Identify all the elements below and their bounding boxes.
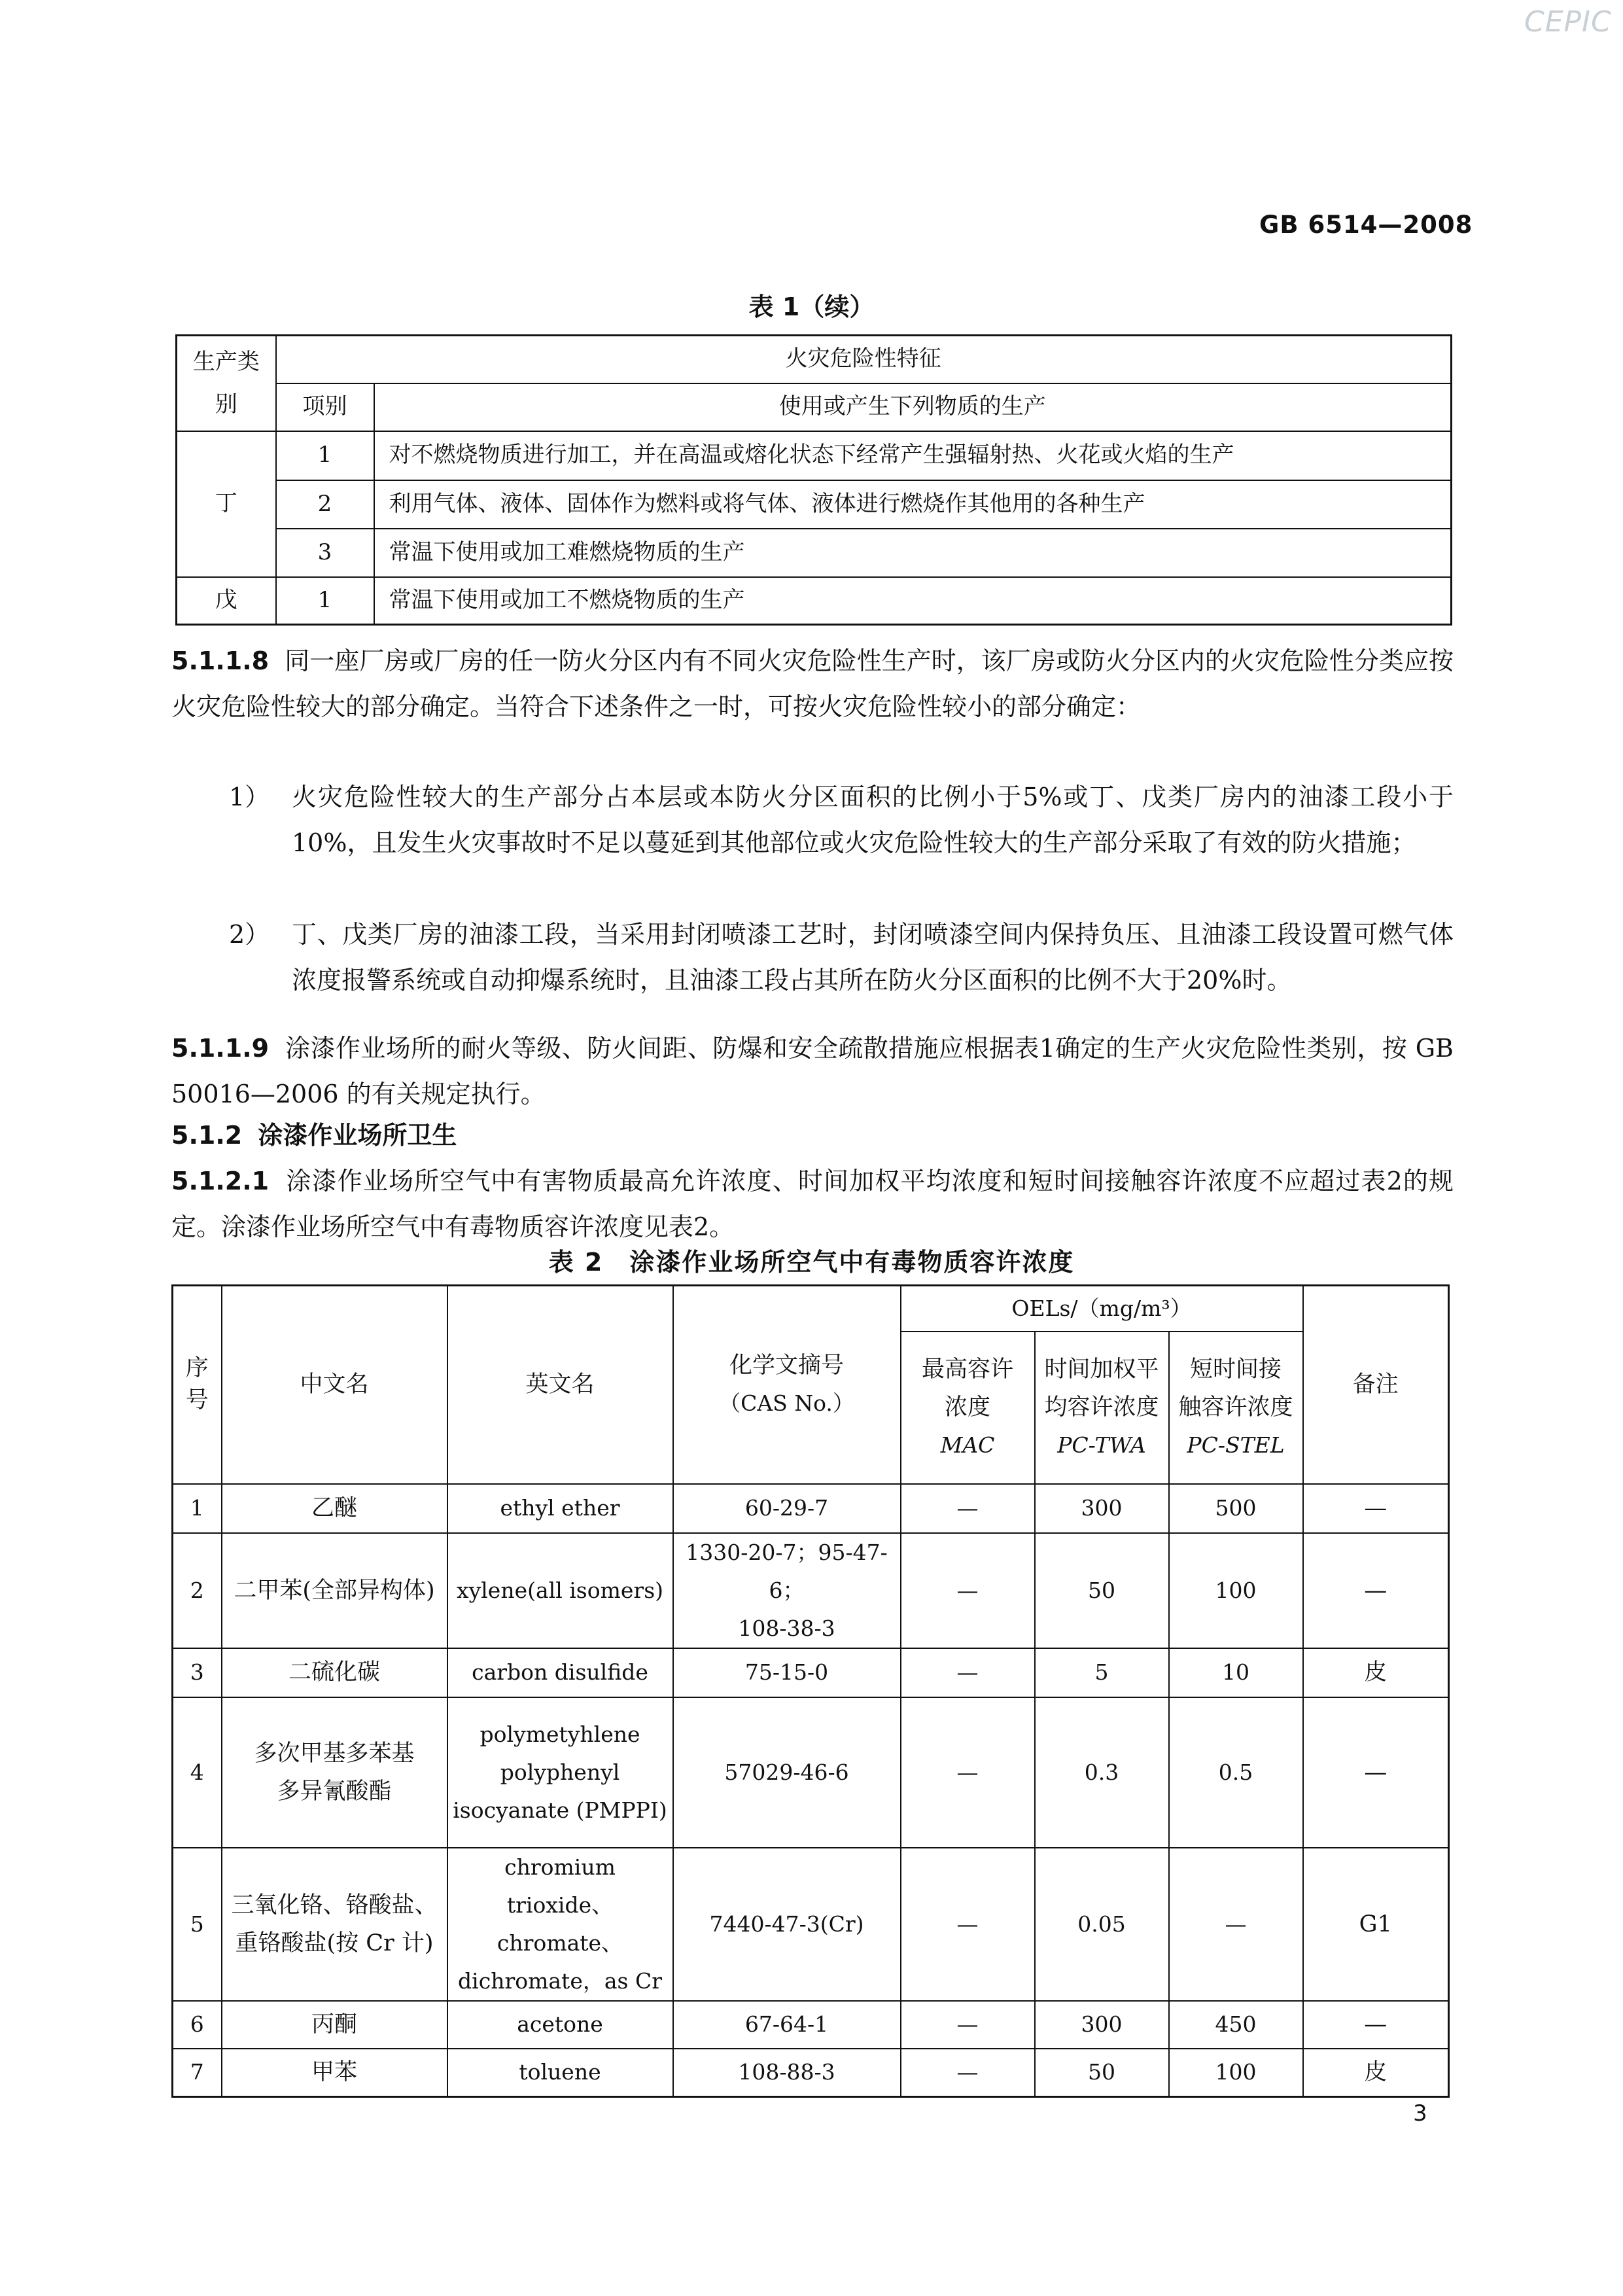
table-row (173, 1848, 1449, 2001)
table2-cell-cn (222, 2049, 447, 2097)
cell-line: chromium trioxide、 (504, 1854, 616, 1918)
list-item-text: 丁、戊类厂房的油漆工段，当采用封闭喷漆工艺时，封闭喷漆空间内保持负压、且油漆工段设置可燃气体浓度报警系统或自动抑爆系统时，且油漆工段占其所在防火分区面积的比例不大于20%时。 (292, 920, 1454, 995)
table2-cell-no: 4 (173, 1697, 222, 1848)
standard-number: GB 6514—2008 (1259, 211, 1473, 239)
table2-head-cas (673, 1286, 901, 1484)
head-line: 时间加权平 (1044, 1356, 1159, 1383)
table1-head-desc: 使用或产生下列物质的生产 (374, 383, 1452, 431)
table2-cell-no: 6 (173, 2001, 222, 2049)
table2-head-stel (1169, 1332, 1303, 1484)
table2-cell-note: — (1303, 2001, 1449, 2049)
cell-line: 60-29-7 (744, 1495, 829, 1521)
table2-cell-stel: 100 (1169, 2049, 1303, 2097)
table2-cell-en (447, 1697, 673, 1848)
clause-5-1-2-1 (171, 1158, 1454, 1250)
table2-head-twa (1035, 1332, 1169, 1484)
table2-cell-en (447, 1848, 673, 2001)
table1-head-item: 项别 (276, 383, 374, 431)
table2-cell-note: G1 (1303, 1848, 1449, 2001)
table2-cell-cn (222, 1848, 447, 2001)
table2-cell-stel: 100 (1169, 1533, 1303, 1648)
table2-cell-en (447, 1648, 673, 1697)
table2-cell-no: 7 (173, 2049, 222, 2097)
cell-line: polyphenyl (500, 1759, 620, 1785)
table2-cell-en (447, 1533, 673, 1648)
table2-cell-cas (673, 1648, 901, 1697)
table2-cell-cn (222, 2001, 447, 2049)
table2-cell-cn (222, 1533, 447, 1648)
list-item-number: 2） (229, 920, 270, 949)
table2-cell-en (447, 2001, 673, 2049)
clause-text: 涂漆作业场所的耐火等级、防火间距、防爆和安全疏散措施应根据表1确定的生产火灾危险性类别，按 GB 50016—2006 的有关规定执行。 (171, 1034, 1454, 1108)
table2-cell-cn (222, 1648, 447, 1697)
cell-line: 丙酮 (311, 2011, 357, 2038)
cell-line: 7440-47-3(Cr) (709, 1911, 864, 1937)
table2-cell-note: — (1303, 1697, 1449, 1848)
clause-number: 5.1.1.8 (171, 646, 270, 675)
clause-5-1-2 (171, 1112, 1454, 1158)
clause-5-1-1-8 (171, 638, 1454, 730)
table1-item-cell: 1 (276, 577, 374, 625)
table2-cell-no: 5 (173, 1848, 222, 2001)
table2-cell-note: — (1303, 1484, 1449, 1533)
head-line: PC-STEL (1187, 1432, 1285, 1458)
head-line: 触容许浓度 (1178, 1394, 1293, 1421)
table1-item-cell: 3 (276, 529, 374, 577)
cell-line: carbon disulfide (472, 1659, 648, 1685)
section-title: 涂漆作业场所卫生 (258, 1121, 457, 1150)
table2-cell-twa: 0.3 (1035, 1697, 1169, 1848)
table2-body (173, 1484, 1449, 2097)
cell-line: 67-64-1 (744, 2011, 829, 2037)
head-cas-line: 化学文摘号 (729, 1352, 844, 1379)
cell-line: chromate、 (497, 1930, 623, 1956)
table2-head-no (173, 1286, 222, 1484)
cell-line: 57029-46-6 (724, 1759, 849, 1785)
table2-cell-stel: 10 (1169, 1648, 1303, 1697)
table2-cell-note: — (1303, 1533, 1449, 1648)
table2-cell-mac: — (901, 1484, 1035, 1533)
list-item-text: 火灾危险性较大的生产部分占本层或本防火分区面积的比例小于5%或丁、戊类厂房内的油漆工段小于10%，且发生火灾事故时不足以蔓延到其他部位或火灾危险性较大的生产部分采取了有效的防火措施； (292, 783, 1454, 857)
cell-line: isocyanate (PMPPI) (453, 1797, 667, 1823)
cell-line: 三氧化铬、铬酸盐、 (231, 1892, 438, 1918)
head-line: 均容许浓度 (1044, 1394, 1159, 1421)
clause-text: 涂漆作业场所空气中有害物质最高允许浓度、时间加权平均浓度和短时间接触容许浓度不应超过表2的规定。涂漆作业场所空气中有毒物质容许浓度见表2。 (171, 1167, 1454, 1241)
table2-cell-cn (222, 1484, 447, 1533)
table1-category-cell: 丁 (177, 431, 276, 577)
table2-head-en: 英文名 (447, 1286, 673, 1484)
table2-cell-no: 1 (173, 1484, 222, 1533)
table2-cell-mac: — (901, 2049, 1035, 2097)
table2-cell-stel: 450 (1169, 2001, 1303, 2049)
table-row (173, 1697, 1449, 1848)
table2-head-oel: OELs/（mg/m³） (901, 1286, 1303, 1332)
table2-cell-twa: 5 (1035, 1648, 1169, 1697)
list-item-1 (229, 774, 1454, 866)
table2-toxic-substances (171, 1284, 1450, 2098)
table2-cell-cas (673, 1697, 901, 1848)
cell-line: 108-38-3 (738, 1615, 835, 1641)
table-row (173, 1484, 1449, 1533)
table2-cell-no: 2 (173, 1533, 222, 1648)
table2-cell-cas (673, 2049, 901, 2097)
watermark-logo: CEPIC (1524, 5, 1612, 39)
table-row (173, 2001, 1449, 2049)
table2-cell-stel: 0.5 (1169, 1697, 1303, 1848)
table2-head-mac (901, 1332, 1035, 1484)
table2-cell-no: 3 (173, 1648, 222, 1697)
table2-caption: 表 2 涂漆作业场所空气中有毒物质容许浓度 (548, 1248, 1075, 1277)
table2-cell-stel: 500 (1169, 1484, 1303, 1533)
table2-head-cn: 中文名 (222, 1286, 447, 1484)
table2-cell-mac: — (901, 1648, 1035, 1697)
table1-category-cell: 戊 (177, 577, 276, 625)
cell-line: 甲苯 (311, 2059, 357, 2086)
table2-cell-en (447, 1484, 673, 1533)
cell-line: dichromate，as Cr (458, 1968, 662, 1994)
table1-head-category: 生产类别 (177, 336, 276, 431)
table2-cell-mac: — (901, 1848, 1035, 2001)
table1-fire-hazard (175, 334, 1452, 626)
table2-cell-mac: — (901, 1533, 1035, 1648)
cell-line: polymetyhlene (480, 1721, 640, 1747)
clause-number: 5.1.2.1 (171, 1167, 270, 1195)
table1-item-cell: 2 (276, 480, 374, 529)
head-cas-line: （CAS No.） (719, 1390, 854, 1417)
clause-number: 5.1.1.9 (171, 1034, 270, 1063)
head-line: PC-TWA (1057, 1432, 1146, 1458)
cell-line: ethyl ether (500, 1495, 620, 1521)
table2-cell-mac: — (901, 1697, 1035, 1848)
table2-cell-twa: 50 (1035, 1533, 1169, 1648)
table2-cell-twa: 0.05 (1035, 1848, 1169, 2001)
cell-line: toluene (519, 2059, 601, 2085)
table2-cell-cas (673, 1533, 901, 1648)
head-line: 最高容许 (921, 1356, 1013, 1383)
cell-line: 多异氰酸酯 (277, 1778, 392, 1805)
table-row (173, 1533, 1449, 1648)
table2-head-note: 备注 (1303, 1286, 1449, 1484)
table1-desc-cell: 常温下使用或加工不燃烧物质的生产 (374, 577, 1452, 625)
cell-line: 108-88-3 (738, 2059, 835, 2085)
head-line: 短时间接 (1190, 1356, 1282, 1383)
head-line: MAC (940, 1432, 995, 1458)
cell-line: 乙醚 (311, 1495, 357, 1521)
cell-line: 多次甲基多苯基 (254, 1740, 415, 1767)
list-item-2 (229, 911, 1454, 1003)
clause-number: 5.1.2 (171, 1121, 243, 1150)
table2-cell-cas (673, 1484, 901, 1533)
clause-text: 同一座厂房或厂房的任一防火分区内有不同火灾危险性生产时，该厂房或防火分区内的火灾危险性分类应按火灾危险性较大的部分确定。当符合下述条件之一时，可按火灾危险性较小的部分确定： (171, 646, 1454, 721)
table2-cell-cn (222, 1697, 447, 1848)
table2-cell-twa: 300 (1035, 2001, 1169, 2049)
table2-cell-stel: — (1169, 1848, 1303, 2001)
table2-cell-twa: 300 (1035, 1484, 1169, 1533)
cell-line: 重铬酸盐(按 Cr 计) (235, 1930, 434, 1956)
cell-line: xylene(all isomers) (456, 1577, 664, 1603)
head-no-line: 序号 (185, 1355, 209, 1414)
table2-cell-note: 皮 (1303, 1648, 1449, 1697)
cell-line: 75-15-0 (744, 1659, 829, 1685)
head-line: 浓度 (944, 1394, 990, 1421)
table1-caption: 表 1（续） (748, 292, 875, 321)
table2-cell-en (447, 2049, 673, 2097)
table2-cell-note: 皮 (1303, 2049, 1449, 2097)
cell-line: 二甲苯(全部异构体) (234, 1577, 435, 1604)
table1-desc-cell: 常温下使用或加工难燃烧物质的生产 (374, 529, 1452, 577)
table1-desc-cell: 对不燃烧物质进行加工，并在高温或熔化状态下经常产生强辐射热、火花或火焰的生产 (374, 431, 1452, 480)
list-item-number: 1） (229, 783, 270, 811)
table2-cell-cas (673, 2001, 901, 2049)
clause-5-1-1-9 (171, 1025, 1454, 1117)
table2-cell-twa: 50 (1035, 2049, 1169, 2097)
table-row (173, 1648, 1449, 1697)
cell-line: 二硫化碳 (288, 1659, 380, 1686)
table2-cell-cas (673, 1848, 901, 2001)
table-row (173, 2049, 1449, 2097)
cell-line: acetone (517, 2011, 603, 2037)
cell-line: 1330-20-7；95-47-6； (686, 1539, 888, 1603)
table1-item-cell: 1 (276, 431, 374, 480)
table1-desc-cell: 利用气体、液体、固体作为燃料或将气体、液体进行燃烧作其他用的各种生产 (374, 480, 1452, 529)
page-number: 3 (1413, 2100, 1427, 2127)
table2-cell-mac: — (901, 2001, 1035, 2049)
table1-head-feature: 火灾危险性特征 (276, 336, 1452, 383)
